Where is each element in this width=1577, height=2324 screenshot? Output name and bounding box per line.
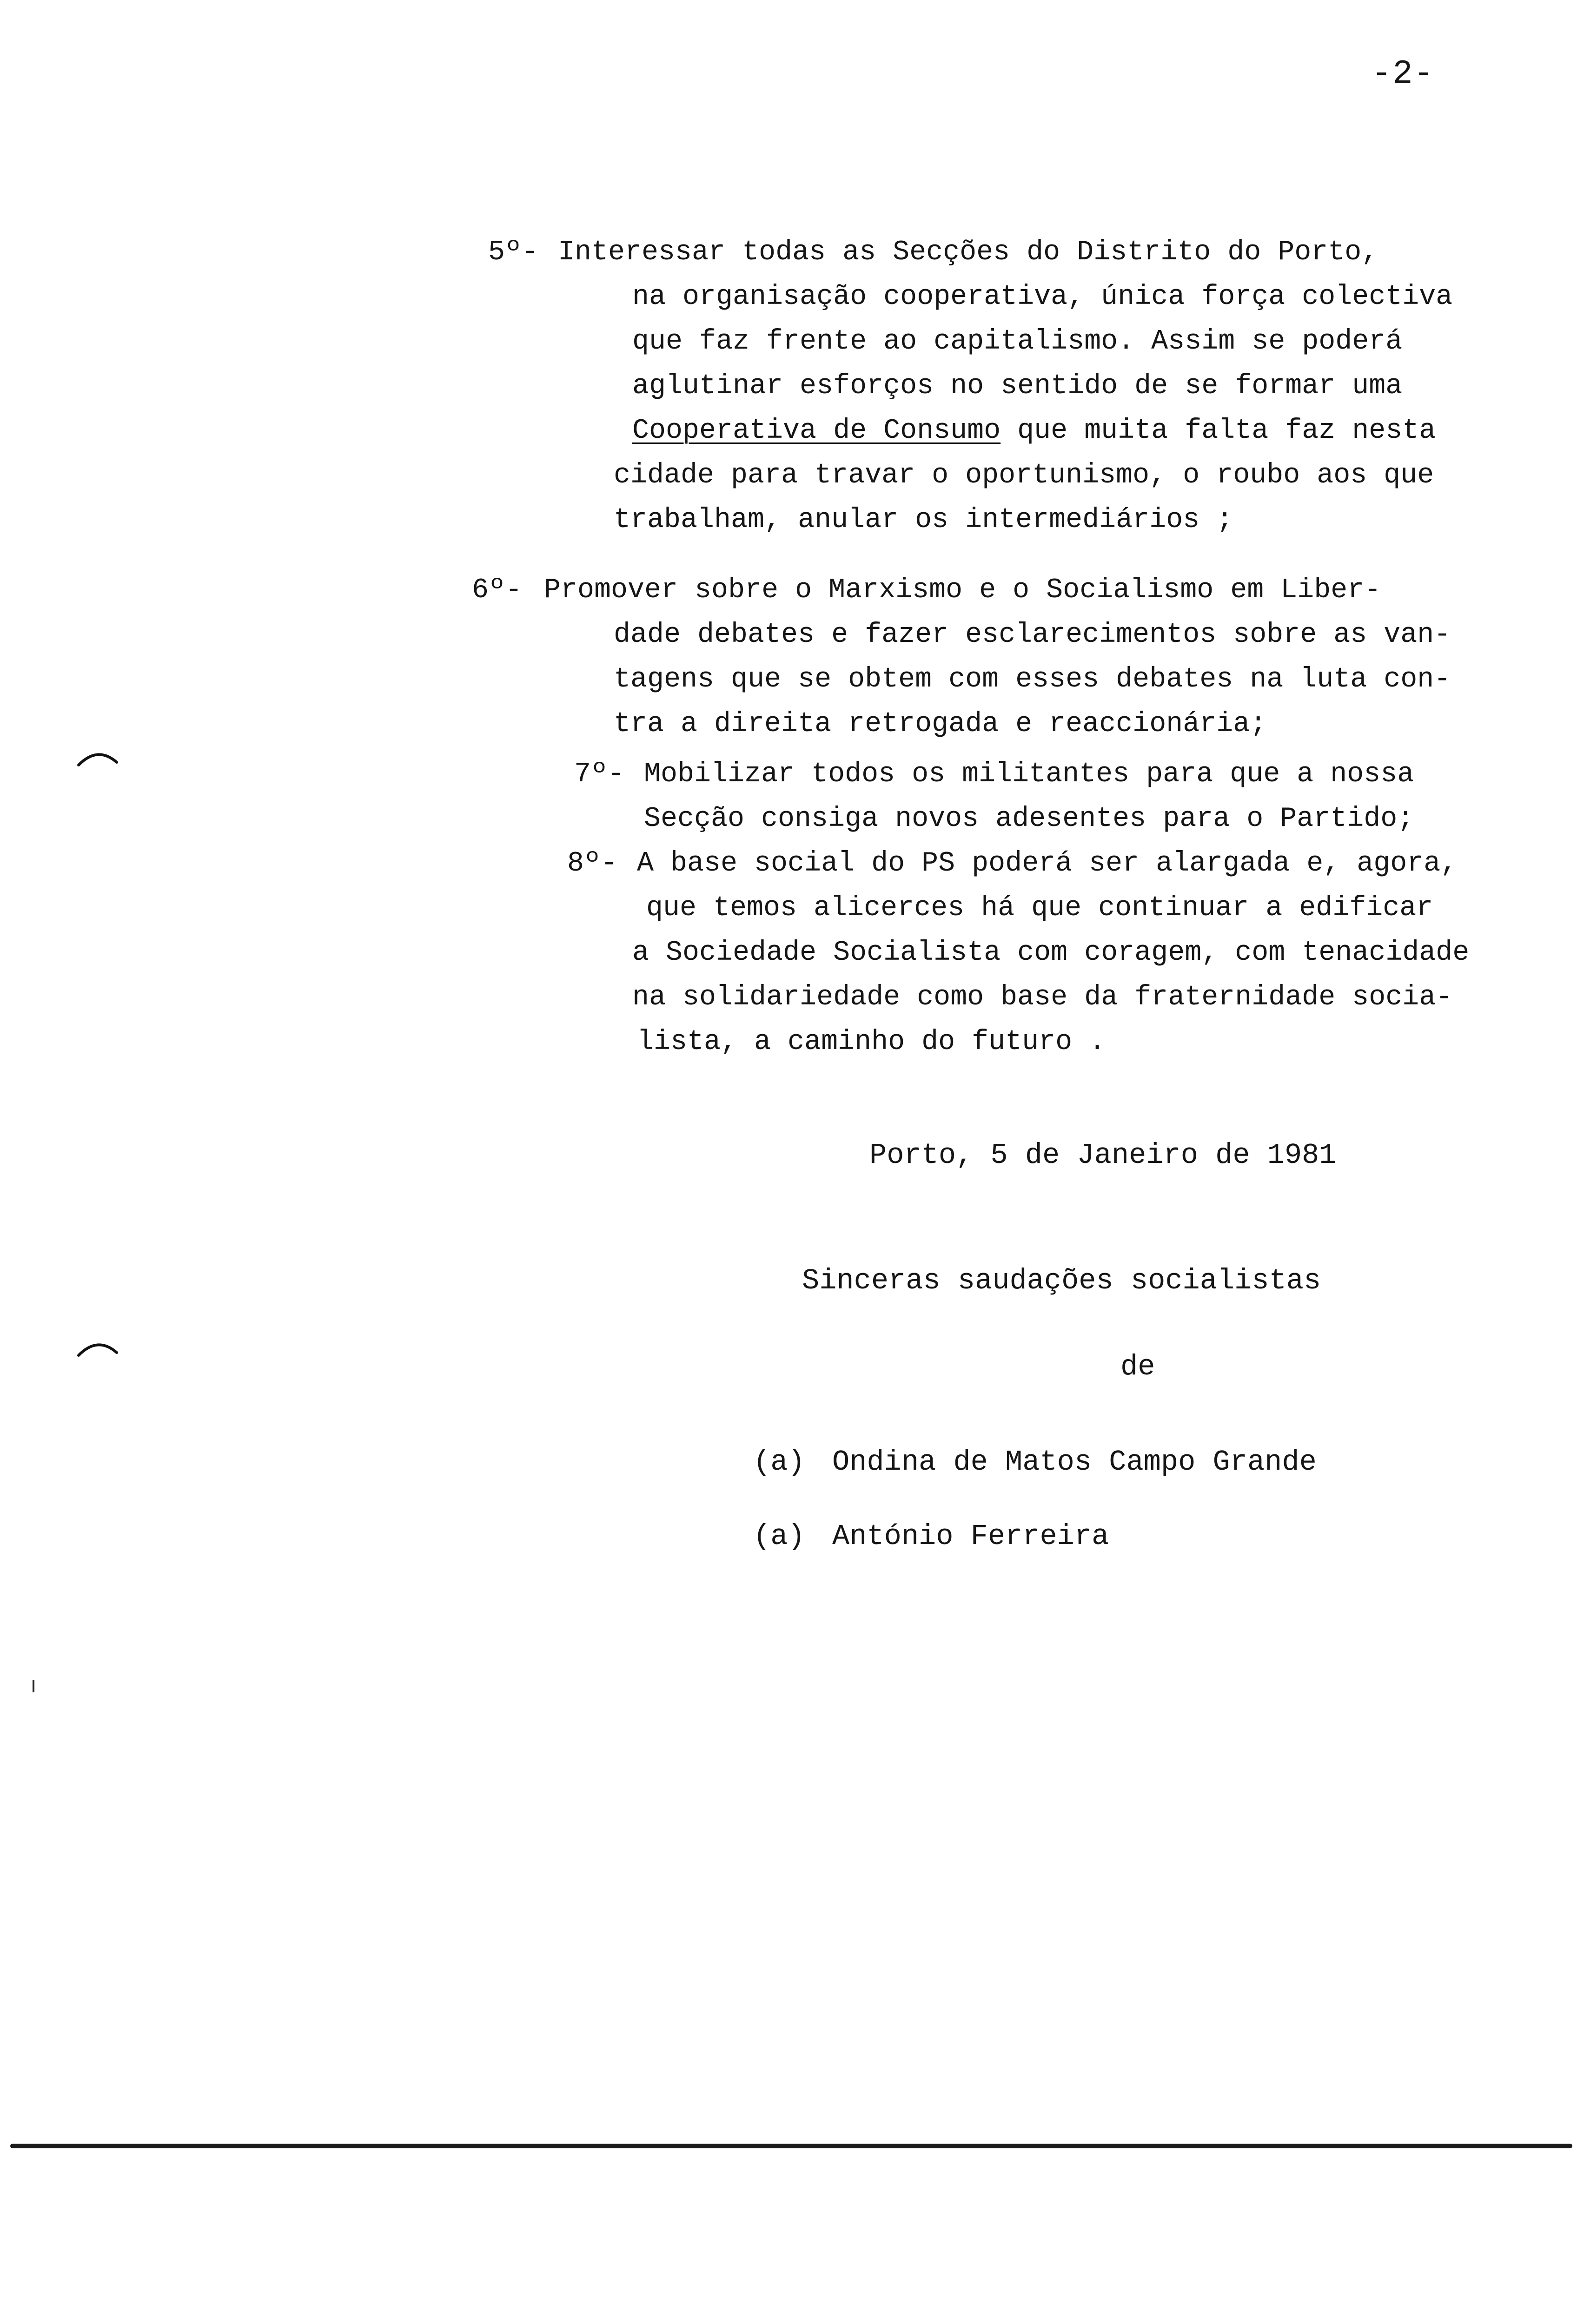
item-line: Interessar todas as Secções do Distrito do Porto, — [558, 237, 1378, 268]
signature-mark: (a) — [753, 1446, 805, 1479]
item-marker: 6º- — [472, 574, 523, 606]
item-line: Promover sobre o Marxismo e o Socialismo em Liber- — [544, 574, 1381, 606]
item-marker: 7º- — [574, 759, 625, 790]
item-line: que faz frente ao capitalismo. Assim se poderá — [632, 326, 1403, 357]
item-line: tra a direita retrogada e reaccionária; — [614, 708, 1267, 740]
underlined-term: Cooperativa de Consumo — [632, 415, 1001, 447]
list-item-8 — [567, 841, 1577, 1064]
punch-hole-arc-icon — [77, 1339, 119, 1357]
scan-mark — [33, 1680, 34, 1692]
closing-greeting: Sinceras saudações socialistas — [802, 1264, 1321, 1297]
item-line: Mobilizar todos os militantes para que a nossa — [644, 759, 1414, 790]
item-line: Secção consiga novos adesentes para o Partido; — [644, 803, 1414, 835]
signatory-2 — [753, 1520, 1109, 1553]
item-line: a Sociedade Socialista com coragem, com tenacidade — [632, 937, 1470, 969]
list-item-5 — [488, 230, 1553, 542]
place-and-date: Porto, 5 de Janeiro de 1981 — [869, 1139, 1337, 1172]
item-line: tagens que se obtem com esses debates na luta con- — [614, 664, 1451, 695]
list-item-7 — [574, 752, 1577, 841]
item-line: aglutinar esforços no sentido de se formar uma — [632, 370, 1403, 402]
closing-from: de — [1120, 1350, 1155, 1383]
item-line: na organisação cooperativa, única força colectiva — [632, 281, 1453, 313]
signatory-name: António Ferreira — [832, 1520, 1109, 1553]
list-item-6 — [472, 568, 1553, 746]
signatory-1 — [753, 1446, 1317, 1479]
signature-mark: (a) — [753, 1520, 805, 1553]
term-continuation: que muita falta faz nesta — [1001, 415, 1436, 447]
item-line: lista, a caminho do futuro . — [637, 1026, 1106, 1058]
horizontal-rule — [10, 2144, 1572, 2148]
item-line: que temos alicerces há que continuar a edificar — [646, 892, 1433, 924]
item-marker: 5º- — [488, 237, 539, 268]
item-line: A base social do PS poderá ser alargada e, agora, — [637, 848, 1458, 879]
item-line-with-term — [632, 409, 1553, 453]
item-line: na solidariedade como base da fraternidade socia- — [632, 982, 1453, 1013]
signatory-name: Ondina de Matos Campo Grande — [832, 1446, 1317, 1479]
item-line: dade debates e fazer esclarecimentos sobre as van- — [614, 619, 1451, 651]
item-line: trabalham, anular os intermediários ; — [614, 504, 1233, 536]
item-marker: 8º- — [567, 848, 618, 879]
item-line: cidade para travar o oportunismo, o roubo aos que — [614, 460, 1434, 491]
punch-hole-arc-icon — [77, 748, 119, 767]
page-number: -2- — [1372, 55, 1435, 93]
